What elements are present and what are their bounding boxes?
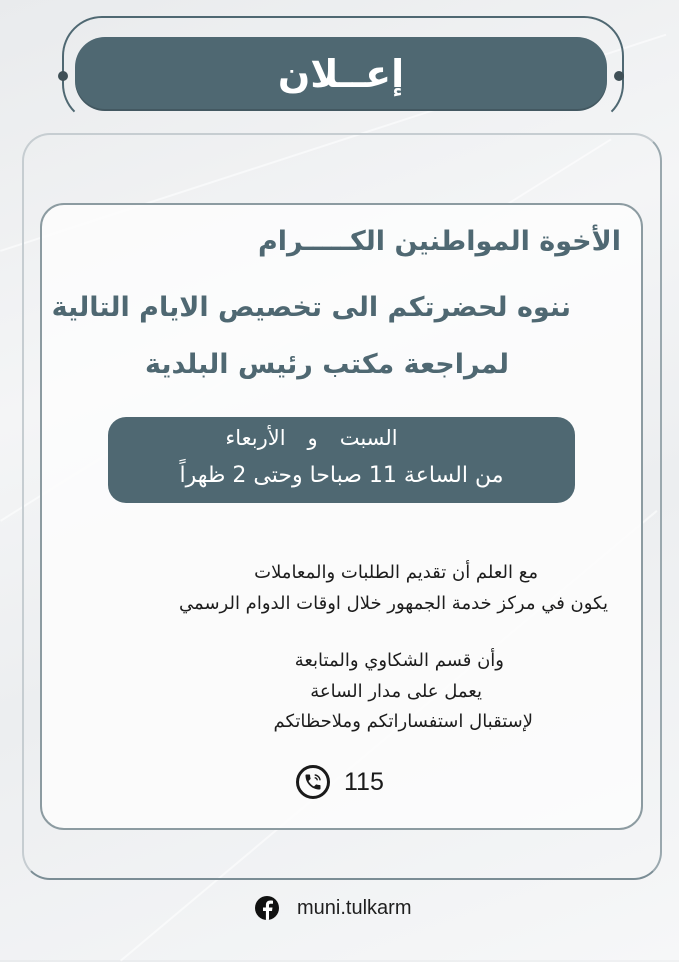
info-line-3: وأن قسم الشكاوي والمتابعة xyxy=(294,650,504,671)
info-line-1: مع العلم أن تقديم الطلبات والمعاملات xyxy=(254,562,538,583)
phone-number: 115 xyxy=(344,767,384,796)
schedule-day-1: السبت xyxy=(339,426,398,450)
schedule-connector: و xyxy=(307,426,318,450)
schedule-box xyxy=(108,417,575,503)
greeting-heading: الأخوة المواطنين الكـــــرام xyxy=(257,226,621,257)
announcement-title: إعــلان xyxy=(75,37,607,111)
phone-contact xyxy=(296,764,384,800)
schedule-time: من الساعة 11 صباحا وحتى 2 ظهراً xyxy=(179,463,504,488)
facebook-icon[interactable] xyxy=(255,896,279,920)
info-line-2: يكون في مركز خدمة الجمهور خلال اوقات الدوام الرسمي xyxy=(179,593,608,614)
notice-line-1: ننوه لحضرتكم الى تخصيص الايام التالية xyxy=(51,292,571,323)
title-banner-left-dot xyxy=(58,71,68,81)
info-line-5: لإستقبال استفساراتكم وملاحظاتكم xyxy=(273,711,533,732)
title-banner-right-dot xyxy=(614,71,624,81)
info-line-4: يعمل على مدار الساعة xyxy=(310,681,482,702)
footer-social xyxy=(255,893,411,923)
schedule-day-2: الأربعاء xyxy=(225,426,286,450)
schedule-days xyxy=(108,426,575,450)
phone-icon xyxy=(296,765,330,799)
facebook-handle[interactable]: muni.tulkarm xyxy=(297,896,412,919)
notice-line-2: لمراجعة مكتب رئيس البلدية xyxy=(145,349,509,380)
